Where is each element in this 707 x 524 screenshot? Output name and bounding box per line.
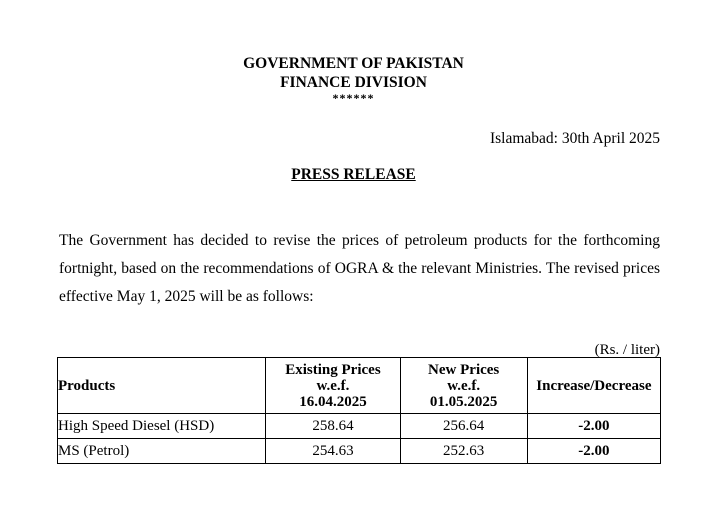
header-existing-line2: w.e.f. [316, 377, 350, 394]
header-existing-prices [266, 358, 400, 414]
product-name: MS (Petrol) [58, 439, 266, 464]
new-price: 256.64 [400, 414, 527, 439]
division-heading: FINANCE DIVISION [280, 74, 427, 91]
price-table [57, 357, 661, 464]
title-text: PRESS RELEASE [291, 166, 416, 183]
table-header-row [58, 358, 661, 414]
price-change: -2.00 [527, 439, 660, 464]
price-change: -2.00 [527, 414, 660, 439]
existing-price: 258.64 [266, 414, 400, 439]
header-existing-line1: Existing Prices [285, 361, 381, 378]
header-existing-line3: 16.04.2025 [299, 393, 367, 410]
unit-note: (Rs. / liter) [594, 342, 660, 358]
header-new-line1: New Prices [428, 361, 500, 378]
date-line: Islamabad: 30th April 2025 [489, 130, 660, 147]
government-heading: GOVERNMENT OF PAKISTAN [243, 55, 464, 72]
separator-stars: ****** [332, 91, 375, 105]
new-price: 252.63 [400, 439, 527, 464]
product-name: High Speed Diesel (HSD) [58, 414, 266, 439]
table-row [58, 414, 661, 439]
header-new-line2: w.e.f. [447, 377, 481, 394]
page-title [0, 165, 707, 185]
existing-price: 254.63 [266, 439, 400, 464]
header-products: Products [58, 358, 266, 414]
table-row [58, 439, 661, 464]
header-change: Increase/Decrease [527, 358, 660, 414]
header-new-line3: 01.05.2025 [429, 393, 498, 410]
header-new-prices [400, 358, 527, 414]
body-paragraph: The Government has decided to revise the prices of petroleum products for the forthcoming fortnight, based on the recommendations of OGRA & the relevant Ministries. The revised prices effective May 1, 2025 will be as follows: [59, 232, 660, 305]
